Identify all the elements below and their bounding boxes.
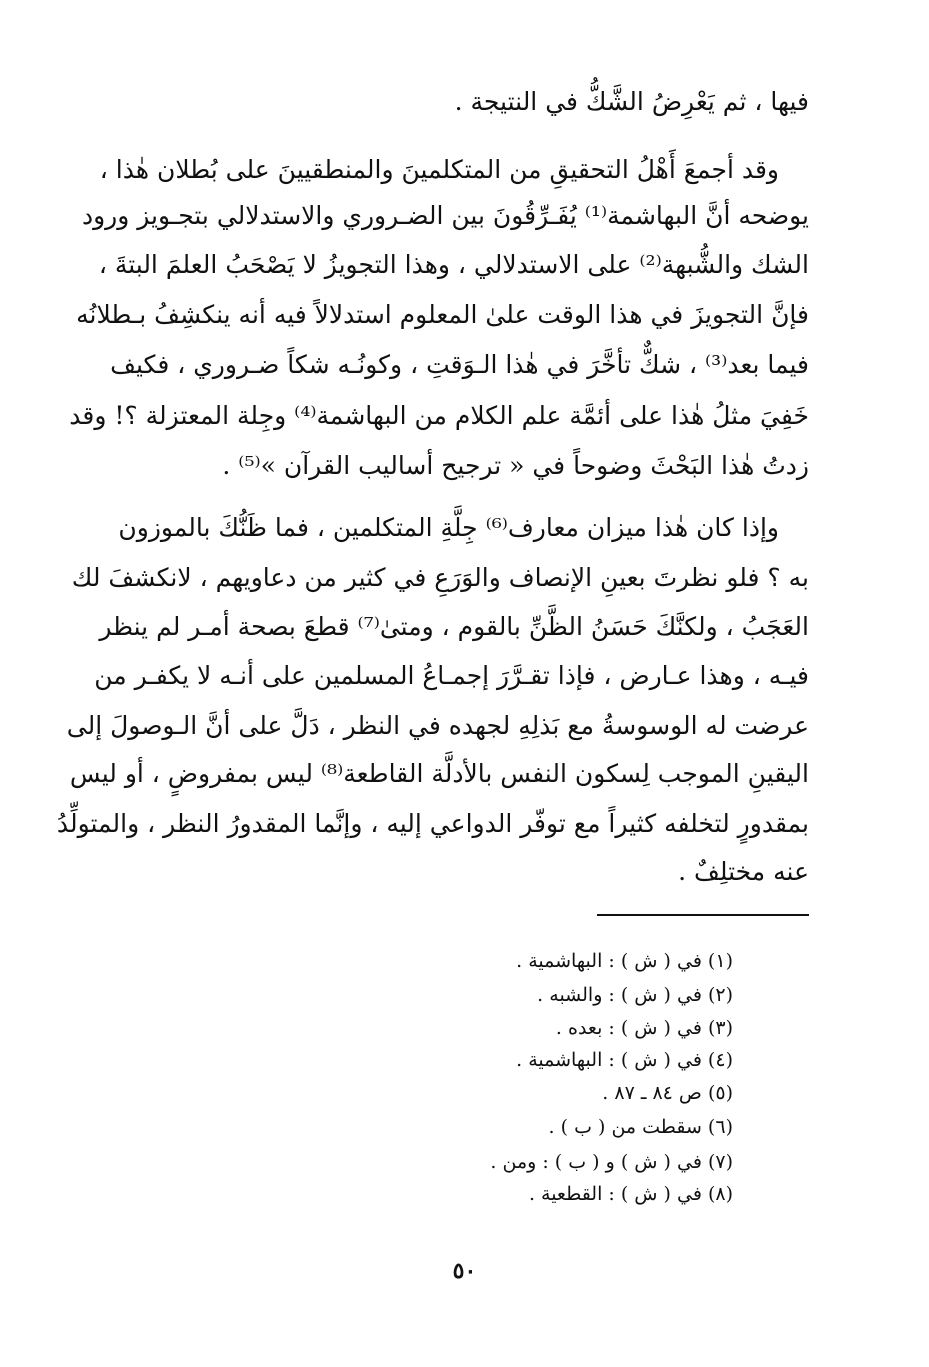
footnote: (٥) ص ٨٤ ـ ٨٧ . <box>602 1082 733 1104</box>
text-line: خَفِيَ مثلُ هٰذا على أئمَّة علم الكلام من البهاشمة⁽⁴⁾ وجِلة المعتزلة ؟! وقد <box>69 401 809 430</box>
text-line: به ؟ فلو نظرتَ بعينِ الإنصاف والوَرَعِ في كثير من دعاويهم ، لانكشفَ لك <box>71 563 809 592</box>
text-line: بمقدورٍ لتخلفه كثيراً مع توفّر الدواعي إليه ، وإنَّما المقدورُ النظر ، والمتولِّدُ <box>56 809 809 838</box>
text-line: وإذا كان هٰذا ميزان معارف⁽⁶⁾ جِلَّةِ المتكلمين ، فما ظَنُّكَ بالموزون <box>118 513 779 542</box>
text-line: العَجَبُ ، ولكنَّكَ حَسَنُ الظَّنِّ بالقوم ، ومتىٰ⁽⁷⁾ قطعَ بصحة أمـر لم ينظر <box>99 612 809 641</box>
footnote: (٤) في ( ش ) : البهاشمية . <box>516 1049 733 1071</box>
footnote: (٧) في ( ش ) و ( ب ) : ومن . <box>490 1151 733 1173</box>
text-line: زدتُ هٰذا البَحْثَ وضوحاً في « ترجيح أساليب القرآن »⁽⁵⁾ . <box>222 451 809 480</box>
text-line: اليقينِ الموجب لِسكون النفس بالأدلَّة القاطعة⁽⁸⁾ ليس بمفروضٍ ، أو ليس <box>69 759 809 788</box>
text-line: عنه مختلِفٌ . <box>678 857 809 886</box>
footnote: (٣) في ( ش ) : بعده . <box>555 1017 733 1039</box>
footnote: (٦) سقطت من ( ب ) . <box>548 1116 733 1138</box>
text-line: فيما بعد⁽³⁾ ، شكٌّ تأخَّرَ في هٰذا الـوَقتِ ، وكونُـه شكاً ضـروري ، فكيف <box>110 350 809 379</box>
footnote: (٢) في ( ش ) : والشبه . <box>537 984 733 1006</box>
text-line: عرضت له الوسوسةُ مع بَذلِهِ لجهده في النظر ، دَلَّ على أنَّ الـوصولَ إلى <box>66 711 809 740</box>
text-line: فيها ، ثم يَعْرِضُ الشَّكُّ في النتيجة . <box>454 87 809 116</box>
text-line: فيـه ، وهذا عـارض ، فإذا تقـرَّرَ إجمـاعُ المسلمين على أنـه لا يكفـر من <box>94 661 809 690</box>
text-line: فإنَّ التجويزَ في هذا الوقت علىٰ المعلوم استدلالاً فيه أنه ينكشِفُ بـطلانُه <box>76 300 809 329</box>
text-line: وقد أجمعَ أَهْلُ التحقيقِ من المتكلمينَ والمنطقيينَ على بُطلان هٰذا ، <box>99 155 779 184</box>
footnote: (٨) في ( ش ) : القطعية . <box>528 1183 733 1205</box>
page-number: ٥٠ <box>452 1258 477 1284</box>
footnote-separator <box>597 914 809 916</box>
text-line: يوضحه أنَّ البهاشمة⁽¹⁾ يُفَـرِّقُونَ بين الضـروري والاستدلالي بتجـويز ورود <box>81 201 809 230</box>
text-line: الشك والشُّبهة⁽²⁾ على الاستدلالي ، وهذا التجويزُ لا يَصْحَبُ العلمَ البتةَ ، <box>98 250 809 279</box>
footnote: (١) في ( ش ) : البهاشمية . <box>516 950 733 972</box>
